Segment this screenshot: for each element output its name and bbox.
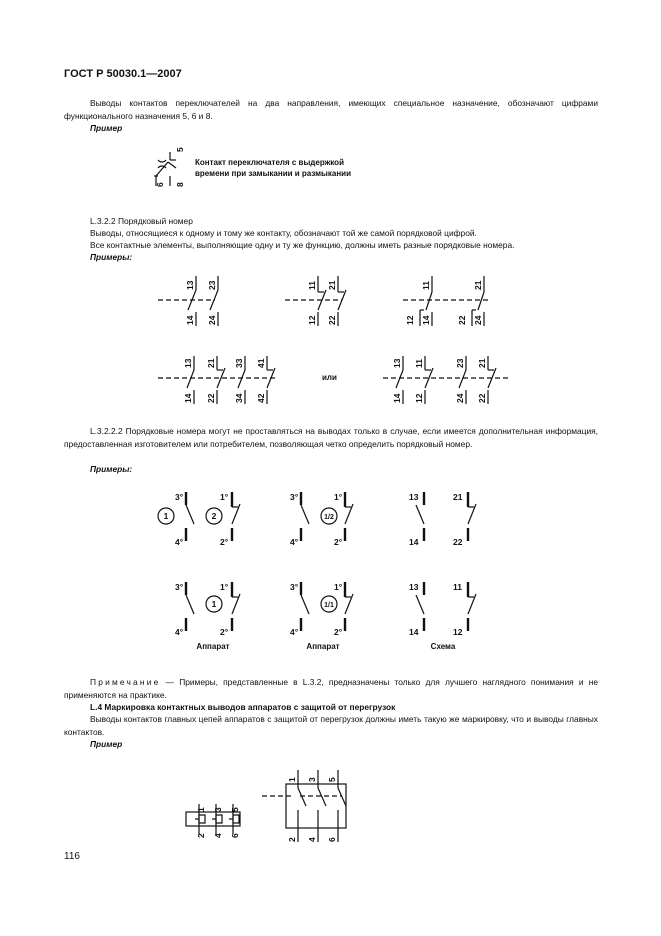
fig2e-t12: 12 — [414, 393, 424, 403]
f4l-t4: 4 — [307, 837, 317, 842]
fig2e-t23: 23 — [455, 358, 465, 368]
standard-header: ГОСТ Р 50030.1—2007 — [64, 68, 182, 80]
fig2e-t22: 22 — [477, 393, 487, 403]
fig2d-t22: 22 — [206, 393, 216, 403]
example-label-2: Пример — [90, 739, 123, 749]
section-l3-2-2-text1: Выводы, относящиеся к одному и тому же контакту, обозначают той же самой порядковой цифрой. — [90, 228, 477, 238]
f3r1g1-t2: 4° — [175, 537, 184, 547]
f3r2g2-t2: 4° — [290, 627, 299, 637]
fig1-caption-1: Контакт переключателя с выдержкой — [195, 158, 344, 167]
fig2e-t13: 13 — [392, 358, 402, 368]
examples-label-2: Примеры: — [90, 464, 133, 474]
fig2b-t11: 11 — [307, 281, 317, 290]
f3r1g2-t4: 2° — [334, 537, 343, 547]
f3r2g2-t4: 2° — [334, 627, 343, 637]
fig2c-t21: 21 — [473, 280, 483, 290]
caption-apparatus-2: Аппарат — [306, 642, 340, 651]
f3r1g1-t1: 3° — [175, 492, 184, 502]
example-label-1: Пример — [90, 123, 123, 133]
f3r1g3-t1: 13 — [409, 492, 419, 502]
f4s-t5: 5 — [230, 807, 240, 812]
f3r1g1-c1: 1 — [163, 511, 169, 521]
f3r2g2-t1: 3° — [290, 582, 299, 592]
fig2b-t22: 22 — [327, 315, 337, 325]
f3r2g1-t2: 4° — [175, 627, 184, 637]
f3r1g1-t4: 2° — [220, 537, 229, 547]
fig2a-t24: 24 — [207, 315, 217, 325]
f3r2g2-t3: 1° — [334, 582, 343, 592]
fig2-or-label: или — [322, 373, 337, 382]
fig2d-t41: 41 — [256, 358, 266, 368]
terminal-6: 6 — [155, 182, 165, 187]
fig2e-t24: 24 — [455, 393, 465, 403]
fig2b-t21: 21 — [327, 280, 337, 290]
terminal-8: 8 — [175, 182, 185, 187]
fig2d-t42: 42 — [256, 393, 266, 403]
fig2b-t12: 12 — [307, 315, 317, 325]
section-l3-2-2-heading: L.3.2.2 Порядковый номер — [90, 216, 193, 226]
f3r2g3-t2: 14 — [409, 627, 419, 637]
section-l4-heading: L.4 Маркировка контактных выводов аппаратов с защитой от перегрузок — [90, 702, 396, 712]
fig2c-t12: 12 — [405, 315, 415, 325]
fig2c-t14: 14 — [421, 315, 431, 325]
fig2a-t13: 13 — [185, 280, 195, 290]
fig2c-t22: 22 — [457, 315, 467, 325]
f4l-t2: 2 — [287, 837, 297, 842]
caption-apparatus-1: Аппарат — [196, 642, 230, 651]
note-text: — Примеры, представленные в L.3.2, предназначены только для лучшего наглядного понимания и не применяются на практике. — [64, 677, 598, 700]
f4s-t3: 3 — [213, 807, 223, 812]
f4l-t1: 1 — [287, 777, 297, 782]
fig1-caption-2: времени при замыкании и размыкании — [195, 169, 351, 178]
fig2d-t33: 33 — [234, 358, 244, 368]
f3r2g1-t1: 3° — [175, 582, 184, 592]
section-l4-text: Выводы контактов главных цепей аппаратов с защитой от перегрузок должны иметь такую же маркировку, что и выводы главных контактов. — [64, 714, 598, 737]
f4s-t4: 4 — [213, 833, 223, 838]
paragraph-functional-numbers: Выводы контактов переключателей на два направления, имеющих специальное назначение, обозначают цифрами функционального назначения 5, 6 и 8. — [64, 98, 598, 121]
f4l-t5: 5 — [327, 777, 337, 782]
f3r1g1-c2: 2 — [211, 511, 217, 521]
f3r1g3-t3: 21 — [453, 492, 463, 502]
f3r2g2-c: 1/1 — [324, 602, 334, 609]
f3r2g3-t4: 12 — [453, 627, 463, 637]
f3r2g1-c: 1 — [211, 599, 217, 609]
f3r1g2-t1: 3° — [290, 492, 299, 502]
f3r1g1-t3: 1° — [220, 492, 229, 502]
f3r1g2-t2: 4° — [290, 537, 299, 547]
fig2d-t21: 21 — [206, 358, 216, 368]
fig2a-t14: 14 — [185, 315, 195, 325]
fig2e-t21: 21 — [477, 358, 487, 368]
fig2d-t34: 34 — [234, 393, 244, 403]
note-label: Примечание — [90, 677, 161, 687]
page-number: 116 — [64, 851, 80, 862]
fig2a-t23: 23 — [207, 280, 217, 290]
f3r2g3-t1: 13 — [409, 582, 419, 592]
caption-scheme: Схема — [430, 642, 456, 651]
f4s-t1: 1 — [196, 807, 206, 812]
examples-label-1: Примеры: — [90, 252, 133, 262]
fig2d-t13: 13 — [183, 358, 193, 368]
section-l3-2-2-text2: Все контактные элементы, выполняющие одну и ту же функцию, должны иметь разные порядковые номера. — [90, 240, 515, 250]
f3r1g3-t4: 22 — [453, 537, 463, 547]
f4l-t3: 3 — [307, 777, 317, 782]
f3r1g2-t3: 1° — [334, 492, 343, 502]
f3r1g3-t2: 14 — [409, 537, 419, 547]
fig2c-t24: 24 — [473, 315, 483, 325]
terminal-5: 5 — [175, 147, 185, 152]
fig2c-t11: 11 — [421, 281, 431, 290]
f3r1g2-c: 1/2 — [324, 514, 334, 521]
f4l-t6: 6 — [327, 837, 337, 842]
f4s-t6: 6 — [230, 833, 240, 838]
f4s-t2: 2 — [196, 833, 206, 838]
f3r2g3-t3: 11 — [453, 582, 462, 592]
fig2d-t14: 14 — [183, 393, 193, 403]
fig2e-t14: 14 — [392, 393, 402, 403]
f3r2g1-t4: 2° — [220, 627, 229, 637]
fig2e-t11: 11 — [414, 359, 424, 368]
paragraph-l3-2-2-2: L.3.2.2.2 Порядковые номера могут не проставляться на выводах только в случае, если имеется дополнительная информация, предоставленная изготовителем или потребителем, позволяющая четко определить порядковый номер. — [64, 426, 598, 449]
f3r2g1-t3: 1° — [220, 582, 229, 592]
